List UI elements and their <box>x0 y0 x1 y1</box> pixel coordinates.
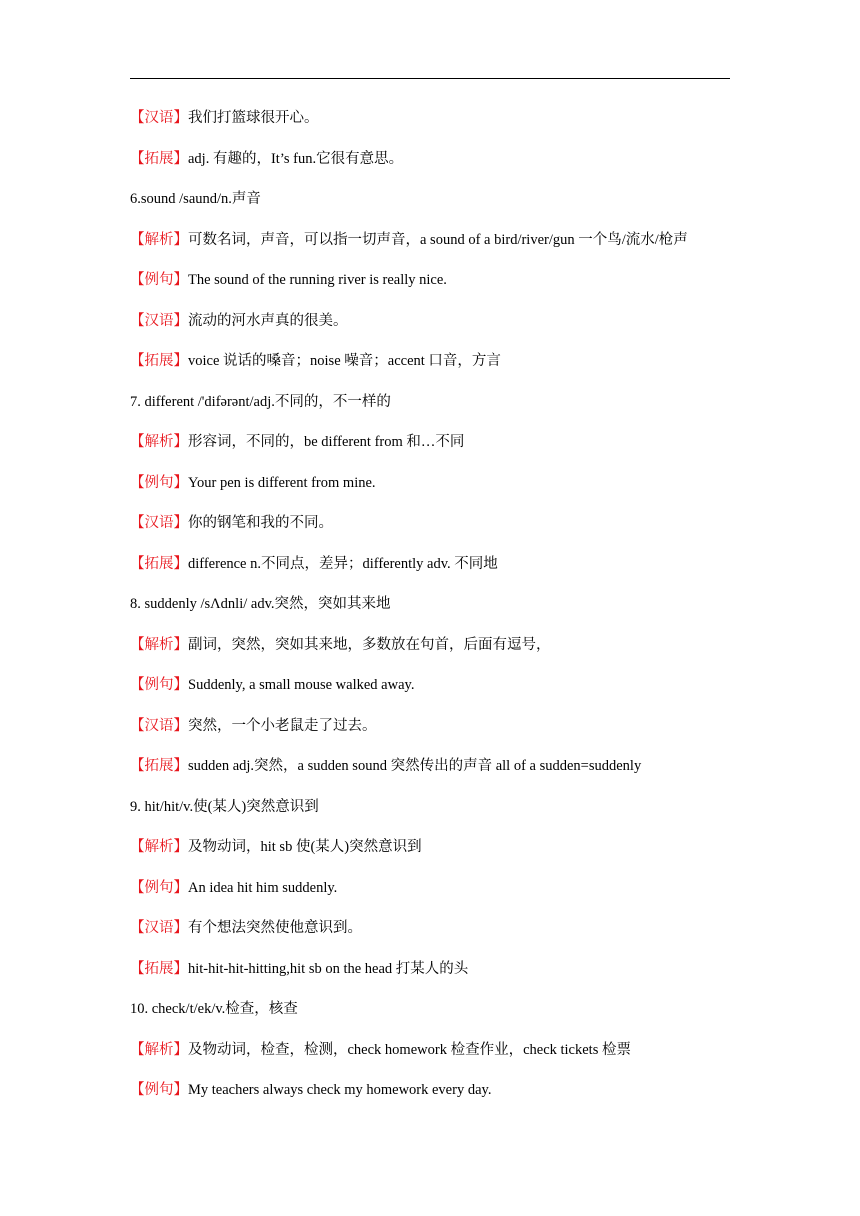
entry-line <box>130 310 730 351</box>
entry-line <box>130 917 730 958</box>
entry-tag: 【例句】 <box>130 1082 188 1098</box>
entry-line <box>130 755 730 796</box>
entry-text: An idea hit him suddenly. <box>188 879 338 896</box>
entry-tag: 【解析】 <box>130 839 188 855</box>
entry-tag: 【解析】 <box>130 231 188 248</box>
entry-text: 你的钢笔和我的不同。 <box>188 515 333 531</box>
entry-text: 可数名词，声音，可以指一切声音，a sound of a bird/river/gun 一个鸟/流水/枪声 <box>188 231 688 248</box>
entry-tag: 【拓展】 <box>130 150 188 167</box>
entry-line <box>130 553 730 594</box>
entry-tag: 【汉语】 <box>130 312 188 329</box>
entry-text: 副词，突然，突如其来地，多数放在句首，后面有逗号， <box>188 636 551 653</box>
vocab-heading: 7. different /'difərənt/adj.不同的，不一样的 <box>130 393 391 410</box>
entry-text: sudden adj.突然，a sudden sound 突然传出的声音 all of a sudden=suddenly <box>188 758 642 774</box>
entry-line <box>130 431 730 472</box>
entry-text: My teachers always check my homework every day. <box>188 1082 492 1098</box>
entry-text: hit-hit-hit-hitting,hit sb on the head 打某人的头 <box>188 960 469 977</box>
entry-text: Your pen is different from mine. <box>188 474 376 491</box>
entry-line <box>130 674 730 715</box>
entry-tag: 【汉语】 <box>130 110 188 126</box>
entry-text: voice 说话的嗓音；noise 噪音；accent 口音，方言 <box>188 353 501 369</box>
vocab-heading: 10. check/t/ek/v.检查，核查 <box>130 1001 298 1017</box>
entry-text: difference n.不同点，差异；differently adv. 不同地 <box>188 555 498 572</box>
entry-text: 我们打篮球很开心。 <box>188 110 319 126</box>
entry-line <box>130 1039 730 1080</box>
entry-text: 及物动词，hit sb 使(某人)突然意识到 <box>188 839 422 855</box>
entry-text: 形容词，不同的，be different from 和…不同 <box>188 434 465 450</box>
entry-line <box>130 1079 730 1120</box>
entry-line <box>130 958 730 999</box>
entry-tag: 【例句】 <box>130 474 188 491</box>
entry-tag: 【拓展】 <box>130 353 188 369</box>
entry-text: Suddenly, a small mouse walked away. <box>188 677 415 693</box>
entry-tag: 【拓展】 <box>130 960 188 977</box>
document-body <box>130 107 730 1120</box>
entry-text: The sound of the running river is really nice. <box>188 272 447 288</box>
entry-line <box>130 836 730 877</box>
header-rule <box>130 78 730 79</box>
entry-text: 流动的河水声真的很美。 <box>188 312 348 329</box>
entry-text: 有个想法突然使他意识到。 <box>188 920 362 936</box>
vocab-heading: 6.sound /saund/n.声音 <box>130 191 261 207</box>
entry-tag: 【解析】 <box>130 1041 188 1058</box>
entry-tag: 【汉语】 <box>130 920 188 936</box>
entry-line <box>130 350 730 391</box>
entry-line <box>130 148 730 189</box>
entry-line <box>130 107 730 148</box>
entry-tag: 【汉语】 <box>130 717 188 734</box>
entry-text: adj. 有趣的，It’s fun.它很有意思。 <box>188 150 404 167</box>
entry-text: 突然，一个小老鼠走了过去。 <box>188 717 377 734</box>
entry-line <box>130 877 730 918</box>
entry-tag: 【汉语】 <box>130 515 188 531</box>
entry-tag: 【例句】 <box>130 879 188 896</box>
entry-tag: 【拓展】 <box>130 758 188 774</box>
entry-line <box>130 229 730 270</box>
entry-tag: 【例句】 <box>130 677 188 693</box>
entry-line <box>130 269 730 310</box>
vocab-heading: 9. hit/hit/v.使(某人)突然意识到 <box>130 798 319 815</box>
entry-line <box>130 634 730 675</box>
entry-line <box>130 472 730 513</box>
entry-line <box>130 512 730 553</box>
entry-line <box>130 715 730 756</box>
entry-tag: 【拓展】 <box>130 555 188 572</box>
entry-tag: 【例句】 <box>130 272 188 288</box>
entry-tag: 【解析】 <box>130 636 188 653</box>
entry-text: 及物动词，检查，检测，check homework 检查作业，check tickets 检票 <box>188 1041 631 1058</box>
entry-tag: 【解析】 <box>130 434 188 450</box>
vocab-heading: 8. suddenly /sΛdnli/ adv.突然，突如其来地 <box>130 596 391 612</box>
